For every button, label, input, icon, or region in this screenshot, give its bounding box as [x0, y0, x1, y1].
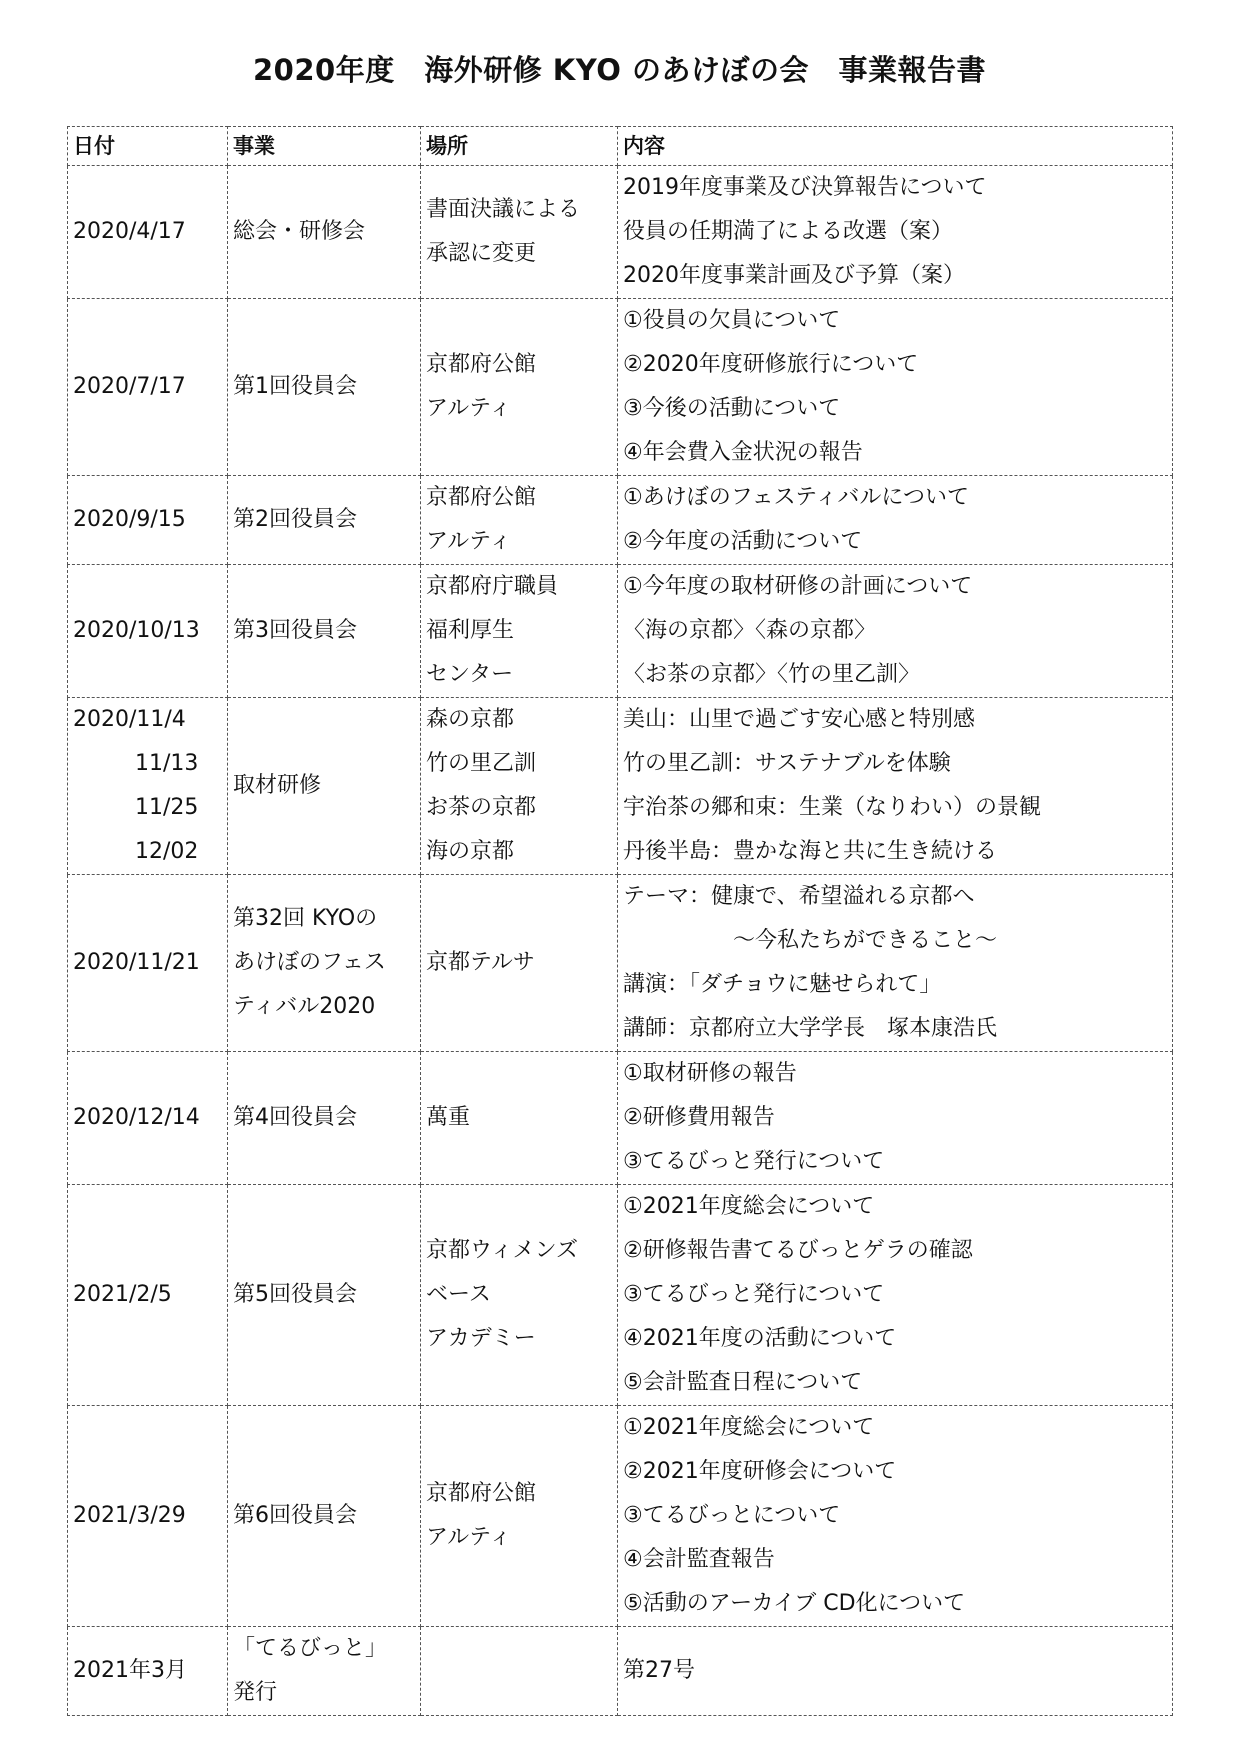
content-cell — [618, 299, 1173, 476]
date-text: 2020/11/21 — [73, 950, 200, 975]
date-text: 2020/10/13 — [73, 618, 200, 643]
date-text: 2021/3/29 — [73, 1503, 186, 1528]
content-cell — [618, 565, 1173, 698]
event-text: 第3回役員会 — [233, 618, 357, 643]
date-text: 2020/4/17 — [73, 219, 186, 244]
date-cell — [68, 299, 228, 476]
content-text: 宇治茶の郷和束：生業（なりわい）の景観 — [623, 795, 1042, 820]
date-cell — [68, 1406, 228, 1627]
place-text: 京都府庁職員 — [426, 574, 559, 599]
date-cell — [68, 1052, 228, 1185]
place-text: アルティ — [426, 396, 512, 421]
event-cell — [228, 1052, 421, 1185]
content-text: ②研修費用報告 — [623, 1105, 775, 1130]
content-cell — [618, 698, 1173, 875]
event-cell — [228, 476, 421, 565]
page-title: 2020年度 海外研修 KYO のあけぼの会 事業報告書 — [253, 53, 986, 87]
event-cell — [228, 1627, 421, 1716]
date-text: 2021/2/5 — [73, 1282, 172, 1307]
content-cell — [618, 1627, 1173, 1716]
content-text: 〈海の京都〉〈森の京都〉 — [623, 618, 877, 643]
table-row — [68, 1052, 1173, 1185]
table-row — [68, 299, 1173, 476]
event-cell — [228, 166, 421, 299]
event-text: 第6回役員会 — [233, 1503, 357, 1528]
content-text: ～今私たちができること～ — [733, 928, 998, 953]
content-text: ②研修報告書てるびっとゲラの確認 — [623, 1238, 973, 1263]
header-event: 事業 — [228, 127, 421, 166]
content-text: 丹後半島：豊かな海と共に生き続ける — [623, 839, 998, 864]
table-row — [68, 476, 1173, 565]
date-cell — [68, 698, 228, 875]
event-cell — [228, 698, 421, 875]
content-text: ④2021年度の活動について — [623, 1326, 897, 1351]
place-cell — [421, 1185, 618, 1406]
date-text: 11/13 — [135, 751, 199, 776]
content-text: ②2021年度研修会について — [623, 1459, 897, 1484]
content-text: ③今後の活動について — [623, 396, 841, 421]
event-text: 第5回役員会 — [233, 1282, 357, 1307]
content-text: テーマ：健康で、希望溢れる京都へ — [623, 884, 975, 909]
place-text: 福利厚生 — [426, 618, 515, 643]
table-row — [68, 875, 1173, 1052]
table-row — [68, 1627, 1173, 1716]
date-cell — [68, 875, 228, 1052]
date-text: 12/02 — [135, 839, 199, 864]
date-cell — [68, 1185, 228, 1406]
date-text: 2021年3月 — [73, 1658, 187, 1683]
place-cell — [421, 565, 618, 698]
date-cell — [68, 565, 228, 698]
content-cell — [618, 476, 1173, 565]
event-text: 総会・研修会 — [233, 219, 366, 244]
event-text: 取材研修 — [233, 773, 322, 798]
content-text: ③てるびっとについて — [623, 1503, 841, 1528]
content-text: ①2021年度総会について — [623, 1415, 875, 1440]
event-cell — [228, 299, 421, 476]
place-text: 京都テルサ — [426, 950, 535, 975]
place-text: 京都府公館 — [426, 1481, 537, 1506]
place-text: アルティ — [426, 529, 512, 554]
place-text: 京都ウィメンズ — [426, 1238, 579, 1263]
header-date: 日付 — [68, 127, 228, 166]
event-cell — [228, 1406, 421, 1627]
content-text: ①役員の欠員について — [623, 308, 841, 333]
place-text: お茶の京都 — [426, 795, 537, 820]
event-text: 第1回役員会 — [233, 374, 357, 399]
content-text: ①あけぼのフェスティバルについて — [623, 485, 969, 510]
content-text: ②2020年度研修旅行について — [623, 352, 919, 377]
place-text: 竹の里乙訓 — [426, 751, 537, 776]
place-text: 森の京都 — [426, 707, 515, 732]
date-text: 2020/11/4 — [73, 707, 186, 732]
content-text: ③てるびっと発行について — [623, 1282, 885, 1307]
event-cell — [228, 1185, 421, 1406]
place-text: 海の京都 — [426, 839, 515, 864]
table-row — [68, 1406, 1173, 1627]
event-text: ティバル2020 — [233, 994, 376, 1019]
event-text: 発行 — [233, 1680, 278, 1705]
content-text: ④会計監査報告 — [623, 1547, 775, 1572]
place-cell — [421, 476, 618, 565]
event-text: 「てるびっと」 — [233, 1636, 388, 1661]
content-cell — [618, 875, 1173, 1052]
place-cell — [421, 1627, 618, 1716]
place-text: センター — [426, 662, 514, 687]
place-text: ベース — [426, 1282, 491, 1307]
date-text: 2020/9/15 — [73, 507, 186, 532]
event-text: 第2回役員会 — [233, 507, 357, 532]
table-row — [68, 698, 1173, 875]
place-cell — [421, 698, 618, 875]
content-text: 役員の任期満了による改選（案） — [623, 219, 954, 244]
event-text: あけぼのフェス — [233, 950, 386, 975]
place-cell — [421, 299, 618, 476]
date-cell — [68, 476, 228, 565]
content-text: 第27号 — [623, 1658, 695, 1683]
place-text: 書面決議による — [426, 197, 581, 222]
event-text: 第32回 KYOの — [233, 906, 378, 931]
content-text: 講師：京都府立大学学長 塚本康浩氏 — [623, 1016, 998, 1041]
place-text: アカデミー — [426, 1326, 536, 1351]
table-header-row — [68, 127, 1173, 166]
content-text: 講演：「ダチョウに魅せられて」 — [623, 972, 942, 997]
content-cell — [618, 166, 1173, 299]
content-text: ①今年度の取材研修の計画について — [623, 574, 973, 599]
content-text: ②今年度の活動について — [623, 529, 863, 554]
place-text: 萬重 — [426, 1105, 471, 1130]
content-text: 〈お茶の京都〉〈竹の里乙訓〉 — [623, 662, 921, 687]
place-text: 承認に変更 — [426, 241, 537, 266]
place-text: 京都府公館 — [426, 485, 537, 510]
date-cell — [68, 1627, 228, 1716]
place-cell — [421, 1406, 618, 1627]
content-text: 美山：山里で過ごす安心感と特別感 — [623, 707, 976, 732]
date-text: 2020/7/17 — [73, 374, 186, 399]
place-cell — [421, 1052, 618, 1185]
content-text: ⑤会計監査日程について — [623, 1370, 863, 1395]
event-cell — [228, 875, 421, 1052]
date-cell — [68, 166, 228, 299]
table-row — [68, 1185, 1173, 1406]
content-text: 2019年度事業及び決算報告について — [623, 175, 987, 200]
content-text: ③てるびっと発行について — [623, 1149, 885, 1174]
event-cell — [228, 565, 421, 698]
place-cell — [421, 875, 618, 1052]
content-cell — [618, 1406, 1173, 1627]
report-table — [67, 126, 1173, 1716]
content-text: ①取材研修の報告 — [623, 1061, 797, 1086]
place-cell — [421, 166, 618, 299]
event-text: 第4回役員会 — [233, 1105, 357, 1130]
date-text: 2020/12/14 — [73, 1105, 200, 1130]
content-text: ④年会費入金状況の報告 — [623, 440, 863, 465]
table-row — [68, 565, 1173, 698]
header-place: 場所 — [421, 127, 618, 166]
place-text: アルティ — [426, 1525, 512, 1550]
content-text: 2020年度事業計画及び予算（案） — [623, 263, 965, 288]
content-text: 竹の里乙訓：サステナブルを体験 — [623, 751, 951, 776]
place-text: 京都府公館 — [426, 352, 537, 377]
table-row — [68, 166, 1173, 299]
content-cell — [618, 1052, 1173, 1185]
header-content: 内容 — [618, 127, 1173, 166]
date-text: 11/25 — [135, 795, 199, 820]
content-text: ⑤活動のアーカイブ CD化について — [623, 1591, 966, 1616]
content-cell — [618, 1185, 1173, 1406]
content-text: ①2021年度総会について — [623, 1194, 875, 1219]
